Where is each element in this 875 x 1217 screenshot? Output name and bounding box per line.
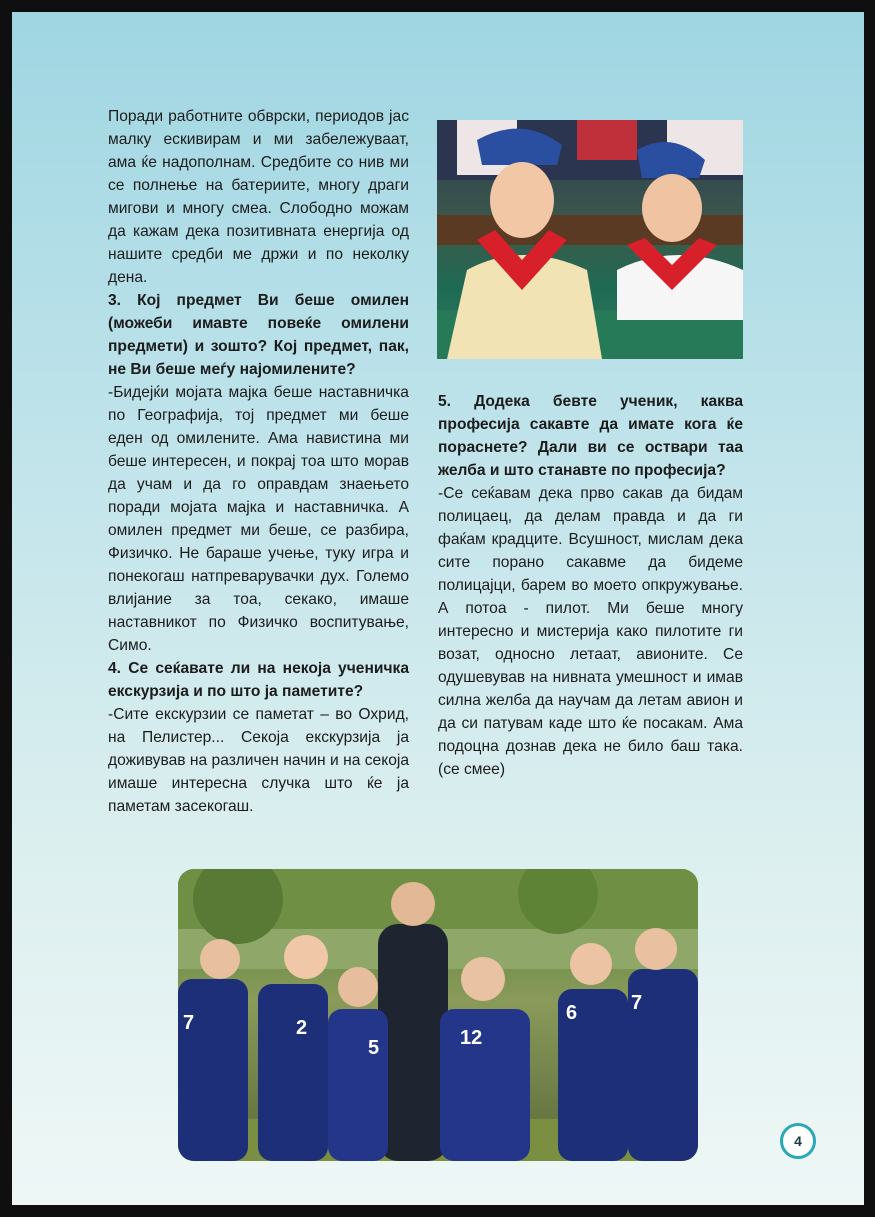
page-number-badge: 4 <box>780 1123 816 1159</box>
magazine-page <box>12 12 864 1205</box>
jersey-number: 7 <box>631 992 643 1014</box>
jersey-number: 2 <box>296 1017 308 1039</box>
question-5: 5. Додека бевте ученик, каква професија сакавте да имате кога ќе пораснете? Дали ви се оствари таа желба и што станавте по професија? <box>438 393 743 479</box>
answer-4: -Сите екскурзии се паметат – во Охрид, на Пелистер... Секоја екскурзија ја доживував на различен начин и на секоја имаше интересна случка што ќе ја паметам засекогаш. <box>108 706 409 815</box>
jersey-number: 6 <box>566 1002 578 1024</box>
question-4: 4. Се сеќавате ли на некоја ученичка екскурзија и по што ја паметите? <box>108 660 409 700</box>
question-3: 3. Кој предмет Ви беше омилен (можеби имавте повеќе омилени предмети) и зошто? Кој предмет, пак, не Ви беше меѓу најомилените? <box>108 292 409 378</box>
childhood-school-photo <box>437 120 743 359</box>
team-photo <box>178 869 698 1161</box>
answer-3: -Бидејќи мојата мајка беше наставничка по Географија, тој предмет ми беше еден од омилените. Ама навистина ми беше интересен, и покрај тоа што морав да учам и да го оправдам знаењето поради мојата мајка и наставничка. А омилен предмет ми беше, се разбира, Физичко. Не бараше учење, туку игра и понекогаш натпреварувачки дух. Големо влијание за тоа, секако, имаше наставникот по Физичко воспитување, Симо. <box>108 384 409 654</box>
left-text-column <box>108 105 409 818</box>
right-text-column <box>438 390 743 781</box>
childhood-photo-illustration <box>437 120 743 359</box>
jersey-number: 7 <box>183 1012 195 1034</box>
jersey-number: 5 <box>368 1037 380 1059</box>
team-photo-illustration <box>178 869 698 1161</box>
jersey-number: 12 <box>460 1027 483 1049</box>
answer-5: -Се сеќавам дека прво сакав да бидам полицаец, да делам правда и да ги фаќам крадците. Всушност, мислам дека сите порано сакавме да бидеме полицајци, барем во моето опкружување. А потоа - пилот. Ми беше многу интересно и мистерија како пилотите ги возат, односно летаат, авионите. Се одушевував на нивната умешност и имав силна желба да научам да летам авион и да си патувам каде што ќе посакам. Ама подоцна дознав дека не било баш така. (се смее) <box>438 485 743 778</box>
intro-paragraph: Поради работните обврски, периодов јас малку ескивирам и ми забележуваат, ама ќе надополнам. Средбите со нив ми се полнење на батериите, многу драги мигови и многу смеа. Слободно можам да кажам дека позитивната енергија од нашите средби ме држи и по неколку дена. <box>108 108 409 286</box>
